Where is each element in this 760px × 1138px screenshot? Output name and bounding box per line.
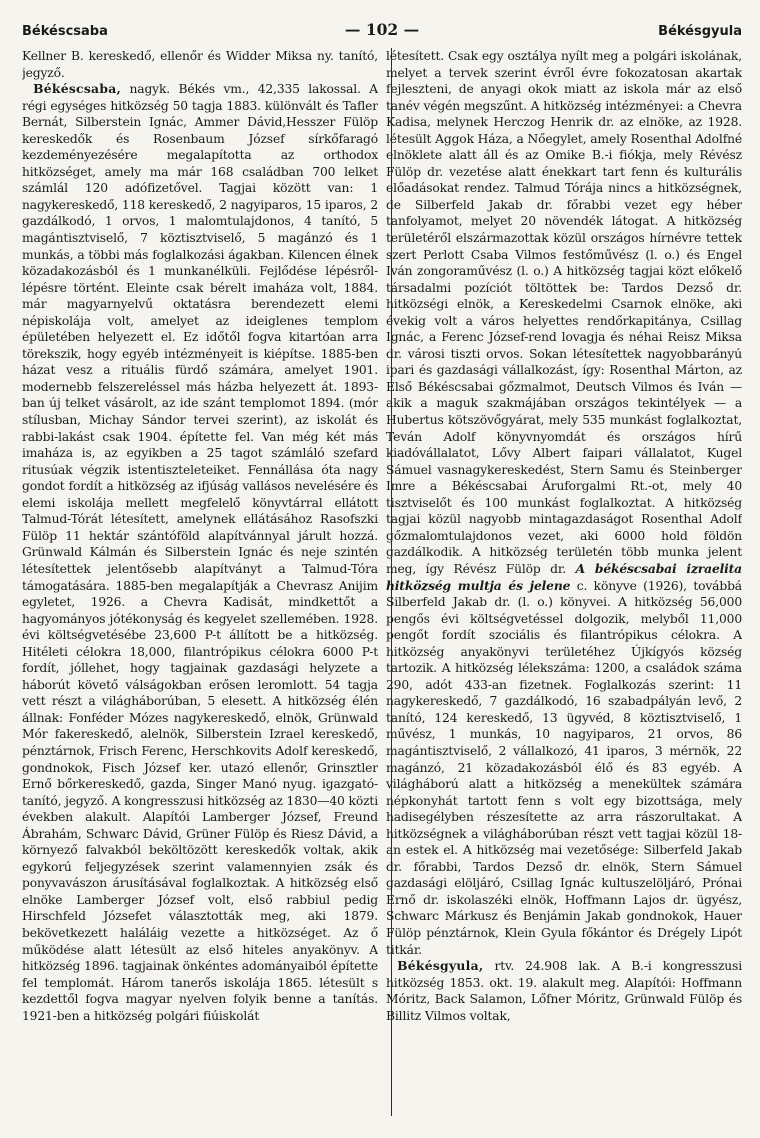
header-right-title: Békésgyula [658, 24, 742, 39]
entry-bekesgyula [386, 958, 742, 1024]
entry-bekesgyula-text: rtv. 24.908 lak. A B.-i kongresszusi hitközség 1853. okt. 19. alakult meg. Alapítói: Hoffmann Móritz, Back Salamon, Lőfner Móritz, Grünwald Fülöp és Billitz Vilmos voltak, [386, 959, 742, 1023]
running-header [22, 20, 742, 44]
right-p1-text: létesített. Csak egy osztálya nyílt meg a polgári iskolának, melyet a tervek szerint évről évre fokozatosan akartak fejleszteni, de anyagi okok miatt az iskola már az első tanév végén megszűnt. A hitközség intézményei: a Chevra Kadisa, melynek Herczog Henrik dr. az elnöke, az 1928. létesült Aggok Háza, a Nőegylet, amely Rosenthal Adolfné elnöklete alatt áll és az Omike B.-i fiókja, mely Révész Fülöp dr. vezetése alatt énekkart tart fenn és kulturális előadásokat rendez. Talmud Tórája nincs a hitközségnek, de Silberfeld Jakab dr. főrabbi vezet egy héber tanfolyamot, melyet 20 növendék látogat. A hitközség területéről elszármazottak közül országos hírnévre tettek szert Perlott Csaba Vilmos festőművész (l. o.) és Engel Iván zongoraművész (l. o.) A hitközség tagjai közt előkelő társadalmi pozíciót töltöttek be: Tardos Dezső dr. hitközségi elnök, a Kereskedelmi Csarnok elnöke, aki évekig volt a város helyettes rendőrkapitánya, Csillag Ignác, a Ferenc József-rend lovagja és néhai Reisz Miksa dr. városi tiszti orvos. Sokan létesítettek nagyobbarányú ipari és gazdasági vállalkozást, így: Rosenthal Márton, az Első Békéscsabai gőzmalmot, Deutsch Vilmos és Iván — akik a maguk szakmájában országos tekintélyek — a Hubertus kötszövőgyárat, mely 535 munkást foglalkoztat, Teván Adolf könyvnyomdát és országos hírű kiadóvállalatot, Lővy Albert faipari vállalatot, Kugel Sámuel vasnagykereskedést, Stern Samu és Steinberger Imre a Békéscsabai Áruforgalmi Rt.-ot, mely 40 tisztviselőt és 100 munkást foglalkoztat. A hitközség tagjai közül nagyobb mintagazdaságot Rosenthal Adolf gőzmalomtulajdonos vezet, aki 6000 hold földön gazdálkodik. A hitközség területén több munka jelent meg, így Révész Fülöp dr. [386, 49, 742, 576]
text-columns [22, 48, 742, 1130]
page-number: — 102 — [344, 20, 420, 39]
entry-bekescsaba-name: Békéscsaba, [33, 81, 122, 97]
left-paragraph-continued [22, 48, 378, 81]
right-paragraph-continued [386, 48, 742, 958]
left-p1-text: Kellner B. kereskedő, ellenőr és Widder Miksa ny. tanító, jegyző. [22, 49, 378, 80]
left-column [22, 48, 378, 1130]
book-title-italic: A békéscsabai izraelita hitközség multja és jelene [386, 560, 742, 593]
right-p1-text-2: c. könyve (1926), továbbá Silberfeld Jakab dr. (l. o.) könyvei. A hitközség 56,000 pengős évi költségvetéssel dolgozik, melyből 11,000 pengőt fordít szociális és filantrópikus célokra. A hitközség anyakönyvi területéhez Újkígyós község tartozik. A hitközség lélekszáma: 1200, a családok száma 290, adót 433-an fizetnek. Foglalkozás szerint: 11 nagykereskedő, 7 gazdálkodó, 16 szabadpályán levő, 2 tanító, 124 kereskedő, 13 ügyvéd, 8 köztisztviselő, 1 művész, 1 munkás, 10 nagyiparos, 21 orvos, 86 magántisztviselő, 2 vállalkozó, 41 iparos, 3 mérnök, 22 magánzó, 21 közadakozásból élő és 83 egyéb. A világháború alatt a hitközség a menekültek számára népkonyhát tartott fenn s volt egy bizottsága, mely hadisegélyben részesítette az arra rászorultakat. A hitközségnek a világháborúban részt vett tagjai közül 18-an estek el. A hitközség mai vezetősége: Silberfeld Jakab dr. főrabbi, Tardos Dezső dr. elnök, Stern Sámuel gazdasági elöljáró, Csillag Ignác kultuszelöljáró, Prónai Ernő dr. iskolaszéki elnök, Hoffmann Lajos dr. ügyész, Schwarc Márkusz és Benjámin Jakab gondnokok, Hauer Fülöp pénztárnok, Klein Gyula főkántor és Drégely Lipót titkár. [386, 578, 742, 957]
entry-bekesgyula-name: Békésgyula, [397, 958, 484, 974]
right-column [386, 48, 742, 1130]
entry-bekescsaba [22, 81, 378, 1024]
header-left-title: Békéscsaba [22, 24, 108, 39]
entry-bekescsaba-text: nagyk. Békés vm., 42,335 lakossal. A régi egységes hitközség 50 tagja 1883. különvált és Tafler Bernát, Silberstein Ignác, Ammer Dávid,Hesszer Fülöp kereskedők és Rosenbaum József sírkőfaragó kezdeményezésére megalapította az orthodox hitközséget, amely ma már 168 családban 700 lelket számlál 120 adófizetővel. Tagjai között van: 1 nagykereskedő, 118 kereskedő, 2 nagyiparos, 15 iparos, 2 gazdálkodó, 1 orvos, 1 malomtulajdonos, 4 tanító, 5 magántisztviselő, 7 köztisztviselő, 5 magánzó és 1 munkás, a többi más foglalkozási ágakban. Kilencen élnek közadakozásból és 1 munkanélküli. Fejlődése lépésről-lépésre történt. Eleinte csak bérelt imaháza volt, 1884. már magyarnyelvű oktatásra berendezett elemi népiskolája volt, amelyet az ideiglenes templom épületében helyezett el. Ez időtől fogva kitartóan arra törekszik, hogy egyéb intézményeit is kiépítse. 1885-ben házat vesz a rituális fürdő számára, amelyet 1901. modernebb felszereléssel más házba helyezett át. 1893-ban új telket vásárolt, az ide szánt templomot 1894. (mór stílusban, Michay Sándor tervei szerint), az iskolát és rabbi-lakást csak 1904. építette fel. Van még két más imaháza is, az egyikben a 25 tagot számláló szefard ritusúak végzik istentiszteleteiket. Fennállása óta nagy gondot fordít a hitközség az ifjúság vallásos nevelésére és elemi iskolája mellett megfelelő könyvtárral ellátott Talmud-Tórát létesített, amelynek ellátásához Rasofszki Fülöp 11 hektár szántóföld alapítvánnyal járult hozzá. Grünwald Kálmán és Silberstein Ignác és neje szintén létesítettek jelentősebb alapítványt a Talmud-Tóra támogatására. 1885-ben megalapítják a Chevrasz Anijim egyletet, 1926. a Chevra Kadisát, mindkettőt a hagyományos jótékonyság és kegyelet szellemében. 1928. évi költségvetésébe 23,600 P-t állított be a hitközség. Hitéleti célokra 18,000, filantrópikus célokra 6000 P-t fordít, jóllehet, hogy tagjainak gazdasági helyzete a háborút követő válságokban erősen leromlott. 54 tagja vett részt a világháborúban, 5 elesett. A hitközség élén állnak: Fonféder Mózes nagykereskedő, elnök, Grünwald Mór fakereskedő, alelnök, Silberstein Izrael kereskedő, pénztárnok, Frisch Ferenc, Herschkovits Adolf kereskedő, gondnokok, Fisch József ker. utazó ellenőr, Grinsztler Ernő bőrkereskedő, gazda, Singer Manó nyug. igazgató-tanító, jegyző. A kongresszusi hitközség az 1830—40 közti években alakult. Alapítói Lamberger József, Freund Ábrahám, Schwarc Dávid, Grüner Fülöp és Riesz Dávid, a környező falvakból beköltözött kereskedők voltak, akik egykorú feljegyzések szerint valamennyien zsák és ponyvavászon árusításával foglalkoztak. A hitközség első elnöke Lamberger József volt, első rabbiul pedig Hirschfeld Józsefet választották meg, aki 1879. bekövetkezett haláláig vezette a hitközséget. Az ő működése alatt létesült az első hiteles anyakönyv. A hitközség 1896. tagjainak önkéntes adományaiból építette fel templomát. Három tanerős iskolája 1865. létesült s kezdettől fogva magyar nyelven folyik benne a tanítás. 1921-ben a hitközség polgári fiúiskolát [22, 82, 378, 1023]
